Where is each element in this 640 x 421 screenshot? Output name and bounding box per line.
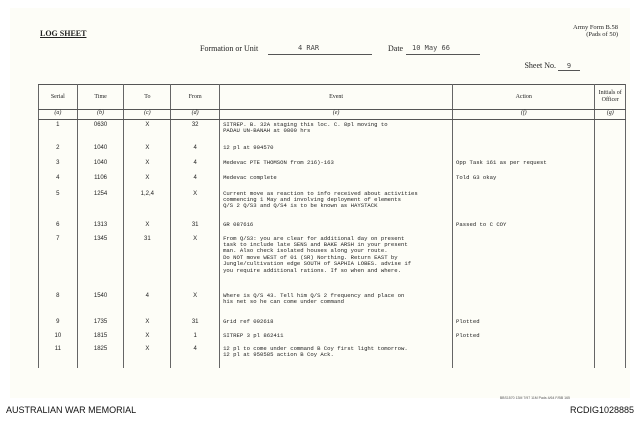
- cell-initials: [595, 173, 626, 189]
- cell-initials: [595, 120, 626, 143]
- cell-from: 31: [171, 317, 220, 331]
- cell-action: [453, 189, 595, 220]
- column-letter-f: (f): [453, 110, 595, 120]
- cell-serial: 1: [39, 120, 78, 143]
- table-row: [39, 331, 626, 344]
- cell-to: 4: [124, 291, 171, 317]
- cell-from: 4: [171, 344, 220, 368]
- column-letter-b: (b): [77, 110, 124, 120]
- sheet-number-label: Sheet No.: [524, 61, 556, 70]
- cell-time: 1040: [77, 143, 124, 158]
- cell-action: [453, 291, 595, 317]
- log-table: [38, 84, 626, 368]
- table-row: [39, 120, 626, 143]
- cell-action: [453, 143, 595, 158]
- cell-to: X: [124, 331, 171, 344]
- cell-event: Grid ref 092618: [220, 317, 453, 331]
- cell-action: Opp Task 161 as per request: [453, 158, 595, 173]
- column-letter-c: (c): [124, 110, 171, 120]
- formation-underline: [268, 54, 372, 55]
- cell-initials: [595, 344, 626, 368]
- cell-serial: 7: [39, 234, 78, 291]
- cell-from: 4: [171, 173, 220, 189]
- sheet-number: [524, 61, 580, 71]
- cell-serial: 8: [39, 291, 78, 317]
- cell-from: 31: [171, 220, 220, 234]
- cell-initials: [595, 220, 626, 234]
- column-header-from: From: [171, 85, 220, 110]
- column-header-serial: Serial: [39, 85, 78, 110]
- cell-time: 1106: [77, 173, 124, 189]
- cell-event: Where is Q/S 43. Tell him Q/S 2 frequency and place on his net so he can come under command: [220, 291, 453, 317]
- army-form-number: Army Form B.58: [573, 24, 618, 31]
- column-header-event: Event: [220, 85, 453, 110]
- cell-from: X: [171, 234, 220, 291]
- cell-from: 32: [171, 120, 220, 143]
- cell-serial: 10: [39, 331, 78, 344]
- table-row: [39, 291, 626, 317]
- cell-to: X: [124, 120, 171, 143]
- cell-event: Current move as reaction to info received about activities commencing 1 May and involving deployment of elements Q/S 2 Q/S3 and Q/S4 is to be known as HAYSTACK: [220, 189, 453, 220]
- column-letter-row: [39, 110, 626, 120]
- cell-action: Plotted: [453, 331, 595, 344]
- cell-initials: [595, 291, 626, 317]
- cell-from: 1: [171, 331, 220, 344]
- cell-serial: 11: [39, 344, 78, 368]
- table-row: [39, 317, 626, 331]
- column-header-row: [39, 85, 626, 110]
- cell-action: [453, 234, 595, 291]
- table-row: [39, 220, 626, 234]
- cell-event: SITREP 3 pl 862411: [220, 331, 453, 344]
- table-row: [39, 234, 626, 291]
- column-letter-g: (g): [595, 110, 626, 120]
- cell-initials: [595, 317, 626, 331]
- cell-event: 12 pl to come under command B Coy first light tomorrow. 12 pl at 950585 action B Coy Ack.: [220, 344, 453, 368]
- cell-serial: 4: [39, 173, 78, 189]
- cell-serial: 5: [39, 189, 78, 220]
- column-letter-a: (a): [39, 110, 78, 120]
- cell-action: Passed to C COY: [453, 220, 595, 234]
- army-form-label: [573, 24, 618, 38]
- sheet-number-value: 9: [558, 62, 580, 71]
- cell-event: 12 pl at 904570: [220, 143, 453, 158]
- column-letter-d: (d): [171, 110, 220, 120]
- cell-to: X: [124, 158, 171, 173]
- date-value: 10 May 66: [412, 44, 450, 52]
- table-row: [39, 158, 626, 173]
- date-underline: [406, 54, 480, 55]
- cell-action: [453, 120, 595, 143]
- cell-event: Medevac complete: [220, 173, 453, 189]
- log-sheet-page: [10, 8, 630, 398]
- cell-action: Plotted: [453, 317, 595, 331]
- cell-serial: 2: [39, 143, 78, 158]
- print-note: BBS1570 13M 7/97 11M Pads 4/64 F/BB 165: [499, 396, 570, 400]
- log-sheet-title: LOG SHEET: [40, 29, 87, 38]
- cell-serial: 9: [39, 317, 78, 331]
- cell-event: From Q/S3: you are clear for additional day on present task to include late SENS and BAKE ARSH in your present man. Also check isolated houses along your route. Do NOT move WEST of 01 (SR) Northing. Return EAST by Jungle/cultivation edge SOUTH of SAPHIA LOBES. advise if you require additional rations. If so when and where.: [220, 234, 453, 291]
- cell-time: 1345: [77, 234, 124, 291]
- army-form-pads: (Pads of 50): [586, 31, 618, 38]
- cell-initials: [595, 331, 626, 344]
- table-row: [39, 143, 626, 158]
- cell-to: X: [124, 344, 171, 368]
- cell-to: X: [124, 143, 171, 158]
- cell-time: 1825: [77, 344, 124, 368]
- cell-serial: 6: [39, 220, 78, 234]
- column-letter-e: (e): [220, 110, 453, 120]
- archive-id: RCDIG1028885: [569, 405, 634, 415]
- cell-initials: [595, 143, 626, 158]
- cell-to: 31: [124, 234, 171, 291]
- cell-from: 4: [171, 143, 220, 158]
- cell-event: Medevac PTE THOMSON from 216)-163: [220, 158, 453, 173]
- cell-from: X: [171, 291, 220, 317]
- table-row: [39, 173, 626, 189]
- cell-time: 0630: [77, 120, 124, 143]
- cell-time: 1254: [77, 189, 124, 220]
- cell-initials: [595, 189, 626, 220]
- formation-value: 4 RAR: [298, 44, 320, 52]
- cell-time: 1040: [77, 158, 124, 173]
- cell-time: 1313: [77, 220, 124, 234]
- cell-initials: [595, 158, 626, 173]
- cell-to: X: [124, 317, 171, 331]
- cell-action: Told G3 okay: [453, 173, 595, 189]
- table-row: [39, 189, 626, 220]
- archive-label: AUSTRALIAN WAR MEMORIAL: [6, 405, 137, 415]
- cell-from: X: [171, 189, 220, 220]
- formation-label: Formation or Unit: [200, 44, 259, 53]
- column-header-to: To: [124, 85, 171, 110]
- cell-time: 1735: [77, 317, 124, 331]
- cell-time: 1540: [77, 291, 124, 317]
- column-header-initials: Initials of Officer: [595, 85, 626, 110]
- cell-to: 1,2,4: [124, 189, 171, 220]
- cell-time: 1815: [77, 331, 124, 344]
- table-row: [39, 344, 626, 368]
- column-header-time: Time: [77, 85, 124, 110]
- cell-event: GR 087616: [220, 220, 453, 234]
- cell-initials: [595, 234, 626, 291]
- cell-serial: 3: [39, 158, 78, 173]
- cell-from: 4: [171, 158, 220, 173]
- cell-event: SITREP. B. 32A staging this loc. C. 8pl moving to PADAU UN-BANAH at 0800 hrs: [220, 120, 453, 143]
- cell-to: X: [124, 220, 171, 234]
- date-label: Date: [388, 44, 404, 53]
- cell-action: [453, 344, 595, 368]
- column-header-action: Action: [453, 85, 595, 110]
- cell-to: X: [124, 173, 171, 189]
